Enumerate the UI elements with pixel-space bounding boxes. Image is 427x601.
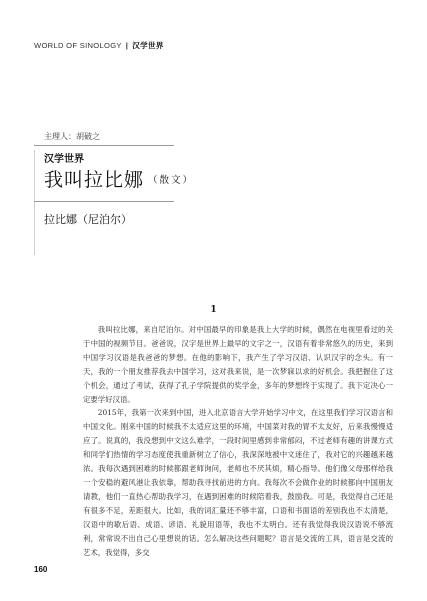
divider-top [34, 145, 174, 146]
divider-bottom [34, 201, 174, 202]
running-head-separator: | [125, 41, 129, 50]
running-head-english: WORLD OF SINOLOGY [34, 41, 122, 50]
running-head-chinese: 汉学世界 [132, 41, 164, 50]
host-line: 主理人：胡破之 [44, 132, 100, 141]
genre-label: （散文） [148, 175, 195, 186]
article-body [83, 323, 393, 559]
author-name: 拉比娜（尼泊尔） [44, 213, 132, 226]
running-head [34, 40, 164, 51]
page-number: 160 [34, 565, 48, 574]
paragraph: 我叫拉比娜，来自尼泊尔。对中国最早的印象是我上大学的时候，偶然在电视里看过的关于中国的视频节目。爸爸说，汉字是世界上最早的文字之一，汉语有着非常悠久的历史，来到中国学习汉语是我爸爸的梦想。在他的影响下，我产生了学习汉语、认识汉字的念头。有一天，我的一个朋友推荐我去中国学习，这对我来说，是一次梦寐以求的好机会。我把握住了这个机会，通过了考试，获得了孔子学院提供的奖学金，多年的梦想终于实现了。我下定决心一定要学好汉语。 [83, 325, 393, 404]
article-title-text: 我叫拉比娜 [44, 169, 145, 191]
article-title [44, 165, 194, 192]
section-number: 1 [210, 305, 217, 315]
paragraph: 2015年，我第一次来到中国，进入北京语言大学开始学习中文，在这里我们学习汉语言和中国文化。刚来中国的时候我不太适应这里的环境，中国菜对我的胃不太友好，后来我慢慢适应了。说真的，我没想到中文这么难学，一段时间里感到非常郁闷，不过老师有趣的讲课方式和同学们热情的学习态度使我重新树立了信心，我深深地被中文迷住了，我对它的兴趣越来越浓。我每次遇到困难的时候都跟老师询问，老师也不厌其烦，精心指导。他们像父母那样给我一个安稳的避风港让我依靠，帮助我寻找前进的方向。我每次不会做作业的时候都向中国朋友请教，他们一直热心帮助我学习，在遇到困难的时候陪着我，鼓励我。可是，我觉得自己还是有很多不足，差距很大。比如，我的词汇量还不够丰富，口语和书面语的差别我也不太清楚，汉语中的歇后语、成语、谚语、礼貌用语等，我也不太明白。还有我觉得我说汉语说不够流利，常常说不出自己心里想说的话。怎么解决这些问题呢？语言是交流的工具，语言是交流的艺术，我觉得，多交 [83, 408, 393, 557]
column-name: 汉学世界 [44, 154, 84, 165]
title-block-rule [34, 150, 35, 255]
